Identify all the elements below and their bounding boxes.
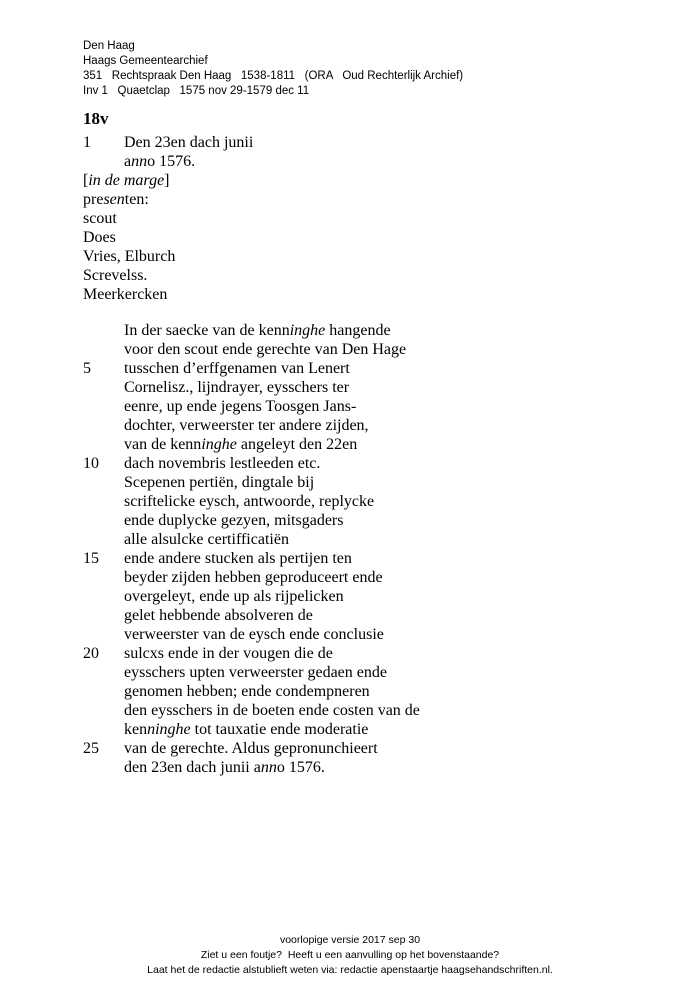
line-text: alle alsulcke certifficatiën xyxy=(124,531,289,548)
transcript-line xyxy=(83,190,643,209)
transcript-line xyxy=(83,720,643,739)
line-text: presenten: xyxy=(83,191,149,208)
line-number: 10 xyxy=(83,455,99,472)
transcript-line xyxy=(83,625,643,644)
line-text: van de kenninghe angeleyt den 22en xyxy=(124,436,358,453)
line-text: genomen hebben; ende condempneren xyxy=(124,683,370,700)
line-text: dach novembris lestleeden etc. xyxy=(124,455,321,472)
line-text: Vries, Elburch xyxy=(83,248,176,265)
line-text: kenninghe tot tauxatie ende moderatie xyxy=(124,721,369,738)
transcript-line xyxy=(83,701,643,720)
header-line: 351 Rechtspraak Den Haag 1538-1811 (ORA Oud Rechterlijk Archief) xyxy=(83,70,464,82)
line-text: den 23en dach junii anno 1576. xyxy=(124,759,325,776)
line-text: [in de marge] xyxy=(83,172,170,189)
transcript-line xyxy=(83,435,643,454)
transcript-line xyxy=(83,682,643,701)
transcript-line xyxy=(83,568,643,587)
transcript-line xyxy=(83,285,643,304)
transcript-line xyxy=(83,321,643,340)
transcript-line xyxy=(83,739,643,758)
line-text: ende duplycke gezyen, mitsgaders xyxy=(124,512,344,529)
line-text: eenre, up ende jegens Toosgen Jans- xyxy=(124,398,357,415)
line-text: dochter, verweerster ter andere zijden, xyxy=(124,417,369,434)
line-text: Cornelisz., lijndrayer, eysschers ter xyxy=(124,379,350,396)
transcript-line xyxy=(83,266,643,285)
transcript-line xyxy=(83,359,643,378)
line-text: verweerster van de eysch ende conclusie xyxy=(124,626,384,643)
line-number: 20 xyxy=(83,645,99,662)
transcript-line xyxy=(83,247,643,266)
transcript-line xyxy=(83,663,643,682)
folio-heading: 18v xyxy=(83,109,109,128)
line-text: voor den scout ende gerechte van Den Hage xyxy=(124,341,407,358)
transcript-line xyxy=(83,397,643,416)
line-number: 25 xyxy=(83,740,99,757)
transcript-line xyxy=(83,473,643,492)
line-text: beyder zijden hebben geproduceert ende xyxy=(124,569,383,586)
transcript-line xyxy=(83,416,643,435)
line-text: anno 1576. xyxy=(124,153,196,170)
line-number: 5 xyxy=(83,360,91,377)
line-text: Den 23en dach junii xyxy=(124,134,254,151)
line-text: ende andere stucken als pertijen ten xyxy=(124,550,352,567)
line-text: sulcxs ende in der vougen die de xyxy=(124,645,333,662)
line-text: Meerkercken xyxy=(83,286,168,303)
transcript-line xyxy=(83,511,643,530)
page-footer xyxy=(0,933,700,978)
footer-line: Ziet u een foutje? Heeft u een aanvulling op het bovenstaande? xyxy=(200,949,500,961)
line-text: overgeleyt, ende up als rijpelicken xyxy=(124,588,344,605)
line-text: tusschen d’erffgenamen van Lenert xyxy=(124,360,350,377)
transcript-line xyxy=(83,378,643,397)
transcript-line xyxy=(83,758,643,777)
transcript-line xyxy=(83,454,643,473)
footer-line: voorlopige versie 2017 sep 30 xyxy=(279,934,421,946)
line-text: eysschers upten verweerster gedaen ende xyxy=(124,664,387,681)
transcript-line xyxy=(83,549,643,568)
line-text: gelet hebbende absolveren de xyxy=(124,607,313,624)
transcript-line xyxy=(83,606,643,625)
footer-line: Laat het de redactie alstublieft weten via: redactie apenstaartje haagsehandschriften.nl. xyxy=(147,964,553,976)
line-text: den eysschers in de boeten ende costen van de xyxy=(124,702,420,719)
transcript-line xyxy=(83,644,643,663)
line-number: 1 xyxy=(83,134,91,151)
line-text: Does xyxy=(83,229,116,246)
line-text: scout xyxy=(83,210,117,227)
transcript-line xyxy=(83,492,643,511)
transcript-line xyxy=(83,171,643,190)
line-text: Scepenen pertiën, dingtale bij xyxy=(124,474,315,491)
entry-date-and-margin-block xyxy=(83,133,643,304)
header-line: Inv 1 Quaetclap 1575 nov 29-1579 dec 11 xyxy=(83,85,310,97)
line-text: Screvelss. xyxy=(83,267,148,284)
entry-body-block xyxy=(83,321,643,777)
transcript-line xyxy=(83,209,643,228)
header-line: Den Haag xyxy=(83,40,135,52)
line-number: 15 xyxy=(83,550,99,567)
line-text: In der saecke van de kenninghe hangende xyxy=(124,322,391,339)
transcript-line xyxy=(83,587,643,606)
header-line: Haags Gemeentearchief xyxy=(83,55,208,67)
line-text: scriftelicke eysch, antwoorde, replycke xyxy=(124,493,375,510)
transcript-line xyxy=(83,152,643,171)
transcript-line xyxy=(83,228,643,247)
transcript-line xyxy=(83,530,643,549)
transcript-line xyxy=(83,133,643,152)
transcript-line xyxy=(83,340,643,359)
line-text: van de gerechte. Aldus gepronunchieert xyxy=(124,740,378,757)
archive-header xyxy=(83,39,463,99)
